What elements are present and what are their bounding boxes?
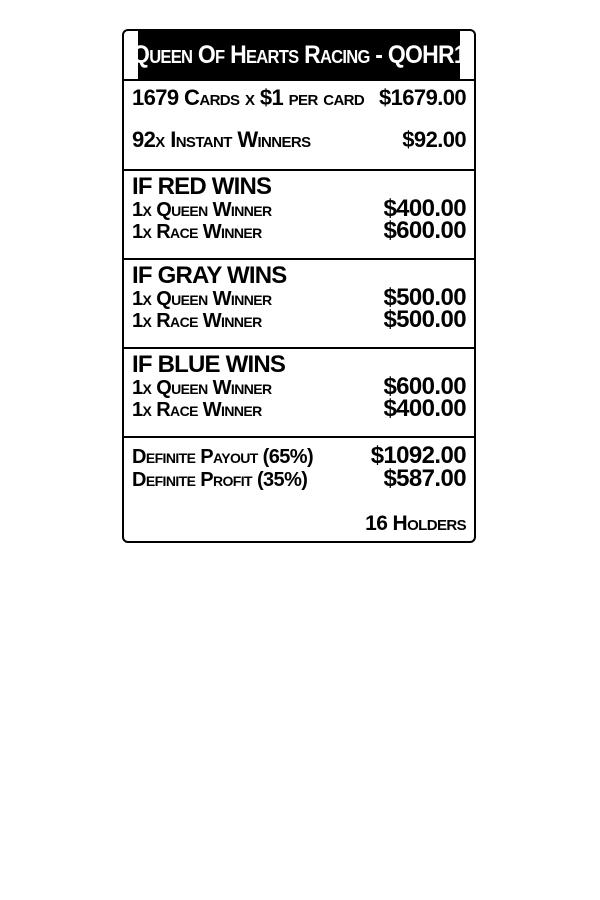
queen-winner-label: 1x Queen Winner [132,377,272,399]
definite-payout-label: Definite Payout (65%) [132,446,314,468]
outcome-red-section [124,169,474,258]
outcome-blue-section [124,347,474,436]
queen-winner-value: $600.00 [383,373,466,400]
instant-winners-row [132,127,466,153]
definite-profit-row [132,467,466,492]
totals-section [124,436,474,543]
race-winner-label: 1x Race Winner [132,399,262,421]
instant-winners-value: $92.00 [402,127,466,152]
cards-value: $1679.00 [379,85,466,110]
race-winner-row [132,306,466,333]
queen-winner-value: $400.00 [383,195,466,222]
cards-label: 1679 Cards x $1 per card [132,85,365,110]
race-winner-label: 1x Race Winner [132,221,262,243]
definite-profit-label: Definite Profit (35%) [132,469,308,491]
instant-winners-label: 92x Instant Winners [132,127,311,152]
definite-profit-value: $587.00 [383,465,466,492]
race-winner-value: $500.00 [383,306,466,333]
race-winner-label: 1x Race Winner [132,310,262,332]
queen-winner-value: $500.00 [383,284,466,311]
card-title: Queen Of Hearts Racing - QOHR1 [138,31,460,79]
definite-payout-value: $1092.00 [370,442,466,469]
race-winner-row [132,217,466,244]
race-winner-value: $400.00 [383,395,466,422]
queen-winner-label: 1x Queen Winner [132,288,272,310]
outcome-title: IF BLUE WINS [132,351,286,378]
queen-winner-label: 1x Queen Winner [132,199,272,221]
race-winner-row [132,395,466,422]
payout-card [122,29,476,543]
race-winner-value: $600.00 [383,217,466,244]
outcome-title: IF RED WINS [132,173,272,200]
summary-section [124,79,474,169]
outcome-gray-section [124,258,474,347]
cards-row [132,85,466,111]
holders-count: 16 Holders [365,512,466,535]
outcome-title: IF GRAY WINS [132,262,287,289]
